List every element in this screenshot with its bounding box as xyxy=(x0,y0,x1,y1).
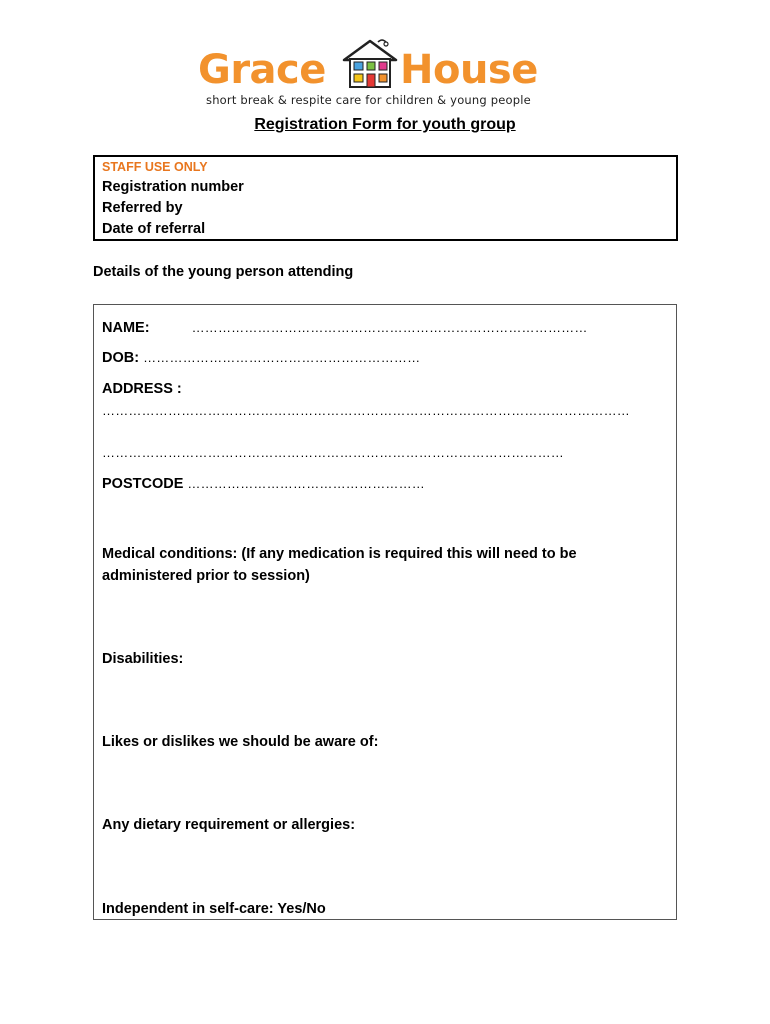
referred-by-label: Referred by xyxy=(102,200,183,216)
name-row xyxy=(102,320,588,336)
form-title: Registration Form for youth group xyxy=(254,116,516,133)
staff-use-heading: STAFF USE ONLY xyxy=(102,160,208,174)
dob-row xyxy=(102,350,420,366)
medical-conditions-label-line2: administered prior to session) xyxy=(102,568,310,584)
logo-word-house: House xyxy=(400,47,538,93)
address-line-1[interactable]: ………………………………………………………………………………………………………… xyxy=(102,403,630,418)
dietary-requirements-label: Any dietary requirement or allergies: xyxy=(102,817,356,833)
postcode-label: POSTCODE xyxy=(102,476,184,492)
dob-label: DOB: xyxy=(102,350,140,366)
grace-house-logo xyxy=(190,38,550,108)
postcode-row xyxy=(102,476,425,492)
registration-number-label: Registration number xyxy=(102,179,244,195)
name-label: NAME: xyxy=(102,320,150,336)
address-label: ADDRESS : xyxy=(102,381,182,397)
logo-word-grace: Grace xyxy=(198,47,326,93)
postcode-field[interactable]: ……………………………………………… xyxy=(187,476,426,491)
disabilities-label: Disabilities: xyxy=(102,651,184,667)
address-line-2[interactable]: …………………………………………………………………………………………… xyxy=(102,445,564,460)
likes-dislikes-label: Likes or dislikes we should be aware of: xyxy=(102,734,379,750)
staff-use-box xyxy=(93,155,678,241)
medical-conditions-label-line1: Medical conditions: (If any medication is required this will need to be xyxy=(102,546,577,562)
logo-tagline: short break & respite care for children & young people xyxy=(206,93,531,107)
house-logo-icon xyxy=(338,38,402,90)
dob-field[interactable]: ……………………………………………………… xyxy=(143,350,421,365)
date-of-referral-label: Date of referral xyxy=(102,221,206,237)
details-section-title: Details of the young person attending xyxy=(93,264,354,280)
young-person-details-box xyxy=(93,304,677,920)
name-field[interactable]: ……………………………………………………………………………… xyxy=(191,320,588,335)
self-care-label: Independent in self-care: Yes/No xyxy=(102,901,326,917)
